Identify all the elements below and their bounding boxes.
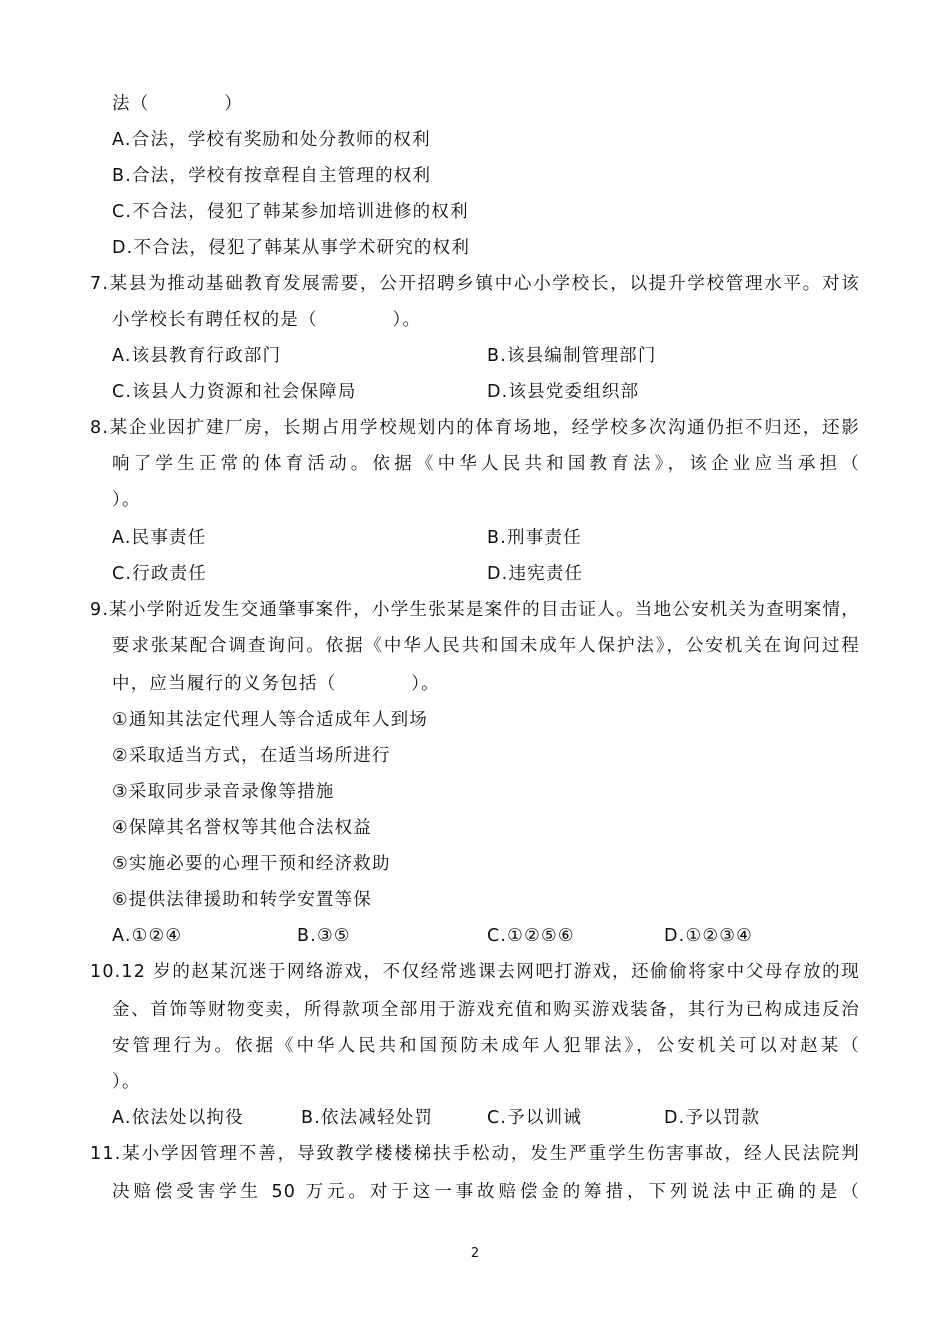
q10-stem-line4: ）。: [112, 1072, 141, 1092]
q8-option-b: B.刑事责任: [487, 528, 582, 548]
q10-stem-line1: 10.12 岁的赵某沉迷于网络游戏，不仅经常逃课去网吧打游戏，还偷偷将家中父母存放的现: [90, 962, 860, 982]
page-number: 2: [470, 1246, 480, 1261]
q7-option-a: A.该县教育行政部门: [112, 346, 282, 366]
q11-stem-line2: 决赔偿受害学生 50 万元。对于这一事故赔偿金的筹措，下列说法中正确的是（: [112, 1182, 860, 1202]
q7-option-b: B.该县编制管理部门: [487, 346, 657, 366]
q8-stem-line1: 8.某企业因扩建厂房，长期占用学校规划内的体育场地，经学校多次沟通仍拒不归还，还影: [90, 418, 860, 438]
q8-option-c: C.行政责任: [112, 564, 207, 584]
q8-stem-line3: ）。: [112, 490, 141, 510]
q9-option-d: D.①②③④: [664, 926, 753, 946]
q6-option-b: B.合法，学校有按章程自主管理的权利: [112, 166, 432, 186]
q6-stem-tail: 法（ ）: [112, 94, 243, 114]
q11-stem-line1: 11.某小学因管理不善，导致教学楼楼梯扶手松动，发生严重学生伤害事故，经人民法院判: [90, 1144, 860, 1164]
q7-stem-line2: 小学校长有聘任权的是（ ）。: [112, 310, 422, 330]
q9-item-4: ④保障其名誉权等其他合法权益: [112, 818, 372, 838]
q10-option-c: C.予以训诫: [487, 1108, 582, 1128]
q7-option-c: C.该县人力资源和社会保障局: [112, 382, 357, 402]
q9-item-3: ③采取同步录音录像等措施: [112, 782, 335, 802]
q6-option-a: A.合法，学校有奖励和处分教师的权利: [112, 130, 431, 150]
q9-item-6: ⑥提供法律援助和转学安置等保: [112, 890, 372, 910]
q7-option-d: D.该县党委组织部: [487, 382, 640, 402]
q9-option-b: B.③⑤: [297, 926, 351, 946]
q9-stem-line2: 要求张某配合调查询问。依据《中华人民共和国未成年人保护法》，公安机关在询问过程: [112, 636, 860, 656]
q9-item-2: ②采取适当方式，在适当场所进行: [112, 746, 391, 766]
q6-option-c: C.不合法，侵犯了韩某参加培训进修的权利: [112, 202, 469, 222]
q10-option-d: D.予以罚款: [664, 1108, 761, 1128]
q8-stem-line2: 响了学生正常的体育活动。依据《中华人民共和国教育法》，该企业应当承担（: [112, 454, 860, 474]
q9-option-a: A.①②④: [112, 926, 183, 946]
q9-item-5: ⑤实施必要的心理干预和经济救助: [112, 854, 391, 874]
q8-option-d: D.违宪责任: [487, 564, 584, 584]
q9-item-1: ①通知其法定代理人等合适成年人到场: [112, 710, 429, 730]
q7-stem-line1: 7.某县为推动基础教育发展需要，公开招聘乡镇中心小学校长，以提升学校管理水平。对该: [90, 274, 860, 294]
q9-option-c: C.①②⑤⑥: [487, 926, 575, 946]
q6-option-d: D.不合法，侵犯了韩某从事学术研究的权利: [112, 238, 471, 258]
q10-stem-line3: 安管理行为。依据《中华人民共和国预防未成年人犯罪法》，公安机关可以对赵某（: [112, 1036, 860, 1056]
q10-option-a: A.依法处以拘役: [112, 1108, 244, 1128]
q9-stem-line3: 中，应当履行的义务包括（ ）。: [112, 674, 440, 694]
q8-option-a: A.民事责任: [112, 528, 207, 548]
q10-stem-line2: 金、首饰等财物变卖，所得款项全部用于游戏充值和购买游戏装备，其行为已构成违反治: [112, 1000, 860, 1020]
q9-stem-line1: 9.某小学附近发生交通肇事案件，小学生张某是案件的目击证人。当地公安机关为查明案情，: [90, 600, 860, 620]
q10-option-b: B.依法减轻处罚: [301, 1108, 434, 1128]
